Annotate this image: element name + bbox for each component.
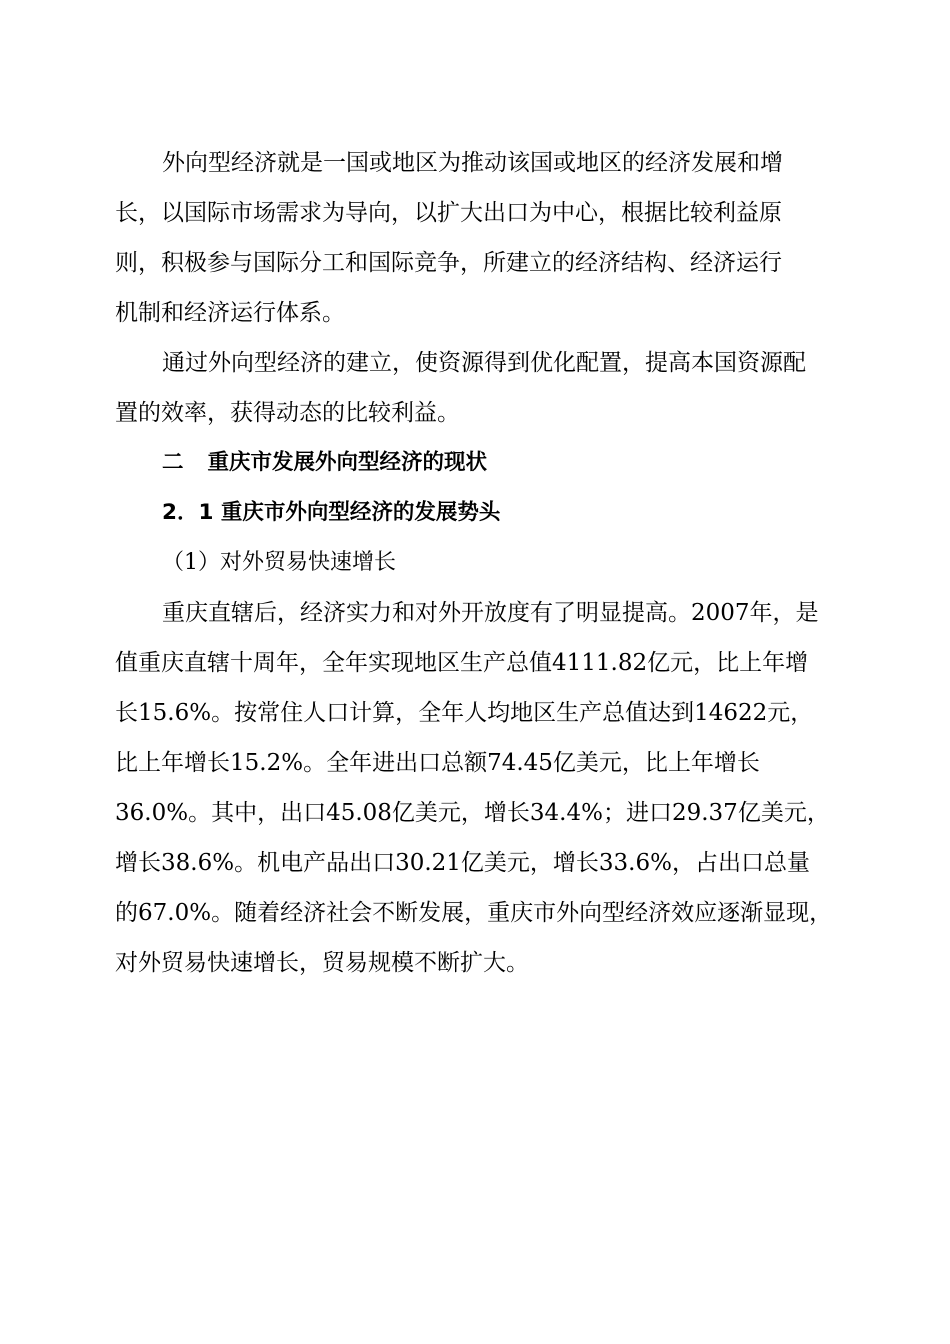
section-heading (115, 438, 837, 488)
paragraph-definition (115, 138, 837, 338)
subsection-heading: 2．1 重庆市外向型经济的发展势头 (162, 500, 501, 525)
text-line: 36.0%。其中，出口45.08亿美元，增长34.4%；进口29.37亿美元， (115, 800, 830, 826)
text-line: 机制和经济运行体系。 (115, 300, 345, 326)
section-number: 二 (162, 450, 184, 475)
text-line: 比上年增长15.2%。全年进出口总额74.45亿美元，比上年增长 (115, 750, 760, 776)
text-line: 长15.6%。按常住人口计算，全年人均地区生产总值达到14622元， (115, 700, 814, 726)
text-line: 长，以国际市场需求为导向，以扩大出口为中心，根据比较利益原 (115, 200, 782, 226)
text-line: 重庆直辖后，经济实力和对外开放度有了明显提高。2007年，是 (162, 600, 819, 626)
text-line: 置的效率，获得动态的比较利益。 (115, 400, 460, 426)
section-title: 重庆市发展外向型经济的现状 (207, 450, 488, 475)
text-line: 对外贸易快速增长，贸易规模不断扩大。 (115, 950, 529, 976)
item-heading: （1）对外贸易快速增长 (162, 550, 396, 575)
text-line: 的67.0%。随着经济社会不断发展，重庆市外向型经济效应逐渐显现， (115, 900, 833, 926)
paragraph-trade (115, 588, 837, 988)
text-line: 增长38.6%。机电产品出口30.21亿美元，增长33.6%，占出口总量 (115, 850, 810, 876)
text-line: 值重庆直辖十周年，全年实现地区生产总值4111.82亿元，比上年增 (115, 650, 809, 676)
text-line: 外向型经济就是一国或地区为推动该国或地区的经济发展和增 (162, 150, 783, 176)
text-line: 则，积极参与国际分工和国际竞争，所建立的经济结构、经济运行 (115, 250, 782, 276)
paragraph-benefit (115, 338, 837, 438)
text-line: 通过外向型经济的建立，使资源得到优化配置，提高本国资源配 (162, 350, 806, 376)
document-page (115, 138, 837, 988)
